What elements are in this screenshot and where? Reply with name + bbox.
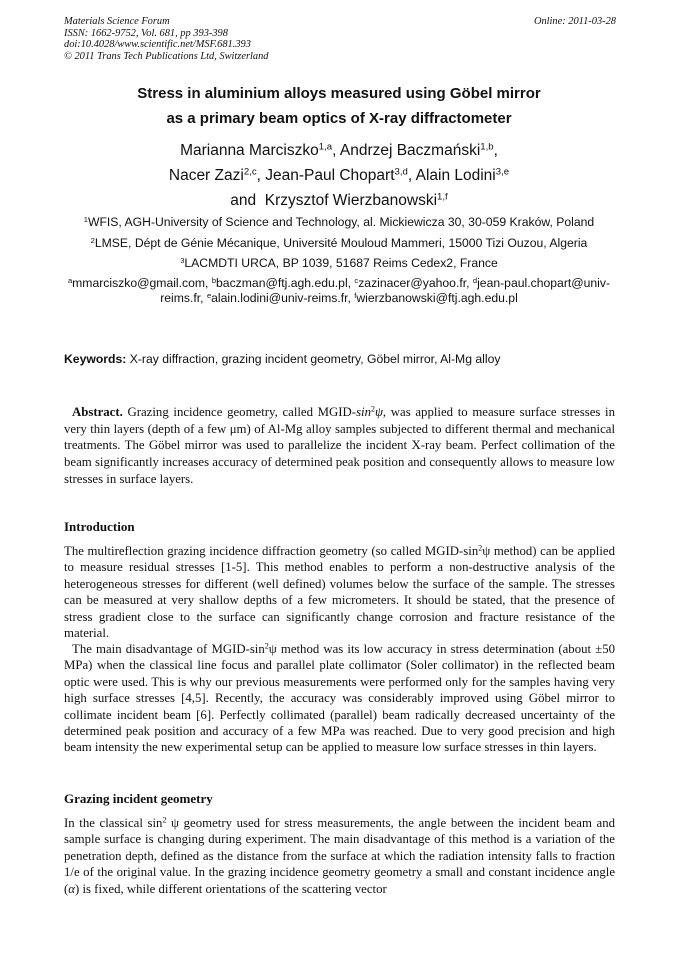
title-line-1: Stress in aluminium alloys measured using Göbel mirror bbox=[137, 85, 541, 102]
para-text: ψ geometry used for stress measurements, the angle between the incident beam and sample surface is changing during experiment. The main disadvantage of this method is a variation of the penetration depth, defined as the distance from the surface at which the radiation intensity falls to fraction 1/e of the original value. In the grazing incidence geometry geometry a small and constant incidence angle ( bbox=[64, 816, 616, 896]
title-line-2: as a primary beam optics of X-ray diffractometer bbox=[166, 110, 512, 127]
author-name: Nacer Zazi bbox=[168, 167, 244, 184]
intro-paragraph-2 bbox=[64, 641, 615, 756]
author-sup: 1,b bbox=[480, 141, 494, 153]
para-sup: 2 bbox=[162, 815, 167, 825]
para-sup: 2 bbox=[264, 641, 269, 651]
affiliation-text: LMSE, Dépt de Génie Mécanique, Université Mouloud Mammeri, 15000 Tizi Ouzou, Algeria bbox=[94, 235, 588, 250]
affiliation-1 bbox=[64, 212, 614, 233]
affiliation-sup: 3 bbox=[180, 255, 185, 265]
journal-name: Materials Science Forum bbox=[64, 16, 170, 27]
para-text: ψ method) can be applied to measure residual stresses [1-5]. This method enables to perform a non-destructive analysis of the heterogeneous stresses for different (well defined) volumes below the surface of the sample. The stresses can be measured at very shallow depths of a few micrometers. It should be stated, that the presence of stress gradient close to the surface can significantly change corrosion and fracture resistance of the material. bbox=[64, 544, 615, 641]
email-list bbox=[64, 276, 614, 306]
author-name: Jean-Paul Chopart bbox=[265, 167, 395, 184]
para-sup: 2 bbox=[478, 543, 483, 553]
author-conjunction: and bbox=[230, 192, 265, 209]
para-text: ) is fixed, while different orientations of the scattering vector bbox=[74, 881, 387, 896]
author-sup: 1,f bbox=[437, 191, 448, 203]
intro-paragraph-1 bbox=[64, 543, 615, 641]
email-sup: d bbox=[472, 275, 478, 285]
abstract-label: Abstract. bbox=[72, 405, 123, 419]
author-sup: 3,d bbox=[394, 166, 408, 178]
grazing-paragraph-1 bbox=[64, 815, 615, 897]
doi: doi:10.4028/www.scientific.net/MSF.681.393 bbox=[64, 39, 251, 50]
affiliation-3 bbox=[64, 253, 614, 274]
affiliation-sup: 1 bbox=[83, 214, 88, 224]
alpha-symbol: α bbox=[68, 881, 75, 896]
email-link[interactable]: mmarciszko@gmail.com, bbox=[72, 276, 212, 290]
affiliations bbox=[64, 212, 614, 274]
author-name: Alain Lodini bbox=[415, 167, 496, 184]
author-line-1: Marianna Marciszko$^{1,a}$, Andrzej Baczmański$^{1,b}$, bbox=[180, 141, 498, 159]
author-name: Krzysztof Wierzbanowski bbox=[264, 192, 438, 209]
email-sup: f bbox=[354, 290, 357, 300]
author-name: Marianna Marciszko bbox=[180, 142, 319, 159]
copyright: © 2011 Trans Tech Publications Ltd, Switzerland bbox=[64, 50, 269, 62]
author-sup: 1,a bbox=[318, 141, 333, 153]
email-link[interactable]: jean-paul.chopart@univ-reims.fr, bbox=[160, 276, 611, 305]
email-link[interactable]: baczman@ftj.agh.edu.pl, bbox=[216, 276, 355, 290]
author-sup: 3,e bbox=[495, 166, 510, 178]
para-text: The multireflection grazing incidence diffraction geometry (so called MGID-sin bbox=[64, 544, 479, 558]
email-link[interactable]: zazinacer@yahoo.fr, bbox=[358, 276, 473, 290]
keywords-label: Keywords: bbox=[64, 352, 127, 366]
para-text: The main disadvantage of MGID-sin bbox=[72, 642, 265, 656]
paper-title bbox=[64, 81, 614, 131]
affiliation-text: WFIS, AGH-University of Science and Technology, al. Mickiewicza 30, 30-059 Kraków, Poland bbox=[87, 215, 595, 229]
email-sup: c bbox=[354, 275, 359, 285]
email-link[interactable]: alain.lodini@univ-reims.fr, bbox=[211, 291, 355, 305]
affiliation-text: LACMDTI URCA, BP 1039, 51687 Reims Cedex2, France bbox=[184, 256, 498, 270]
abstract-text: , was applied to measure surface stresses in very thin layers (depth of a few μm) of Al-Mg alloy samples subjected to different thermal and mechanical treatments. The Göbel mirror was used to parallelize the incident X-ray beam. Perfect collimation of the beam significantly increases accuracy of determined peak position and consequently allows to measure low stresses in surface layers. bbox=[64, 405, 615, 486]
abstract-text: Grazing incidence geometry, called MGID- bbox=[122, 405, 357, 419]
running-header bbox=[64, 16, 616, 62]
abstract-psi: ψ bbox=[374, 405, 383, 419]
author-line-3 bbox=[64, 188, 614, 213]
section-heading-grazing: Grazing incident geometry bbox=[64, 791, 213, 806]
abstract-sup: 2 bbox=[371, 404, 375, 414]
issn: ISSN: 1662-9752, Vol. 681, pp 393-398 bbox=[64, 27, 228, 39]
email-sup: a bbox=[67, 275, 73, 285]
keywords bbox=[64, 352, 616, 366]
abstract bbox=[64, 404, 615, 488]
para-text: In the classical sin bbox=[64, 816, 163, 830]
affiliation-sup: 2 bbox=[90, 235, 95, 245]
email-sup: e bbox=[206, 290, 212, 300]
author-list bbox=[64, 138, 614, 213]
online-date: Online: 2011-03-28 bbox=[533, 16, 616, 27]
author-sup: 2,c bbox=[243, 166, 257, 178]
author-line-2: Nacer Zazi$^{2,c}$, Jean-Paul Chopart$^{3,d}$, Alain Lodini$^{3,e}$ bbox=[168, 166, 510, 184]
author-name: Andrzej Baczmański bbox=[339, 142, 481, 159]
email-link[interactable]: wierzbanowski@ftj.agh.edu.pl bbox=[356, 291, 518, 305]
email-sup: b bbox=[211, 275, 217, 285]
section-heading-introduction: Introduction bbox=[64, 519, 135, 534]
para-text: ψ method was its low accuracy in stress determination (about ±50 MPa) when the classical line focus and parallel plate collimator (Soler collimator) in the reflected beam optic were used. This is why our previous measurements were performed only for the samples having very high surface stresses [4,5]. Recently, the accuracy was considerably improved using Göbel mirror to collimate incident beam [6]. Perfectly collimated (parallel) beam radically decreased uncertainty of the determined peak position and accuracy of a few MPa was reached. Due to very good precision and high beam intensity the new experimental setup can be applied to measure low surface stresses in thin layers. bbox=[64, 642, 615, 755]
abstract-sin: sin bbox=[356, 405, 371, 419]
affiliation-2 bbox=[64, 233, 614, 254]
keywords-text: X-ray diffraction, grazing incident geometry, Göbel mirror, Al-Mg alloy bbox=[126, 352, 501, 366]
